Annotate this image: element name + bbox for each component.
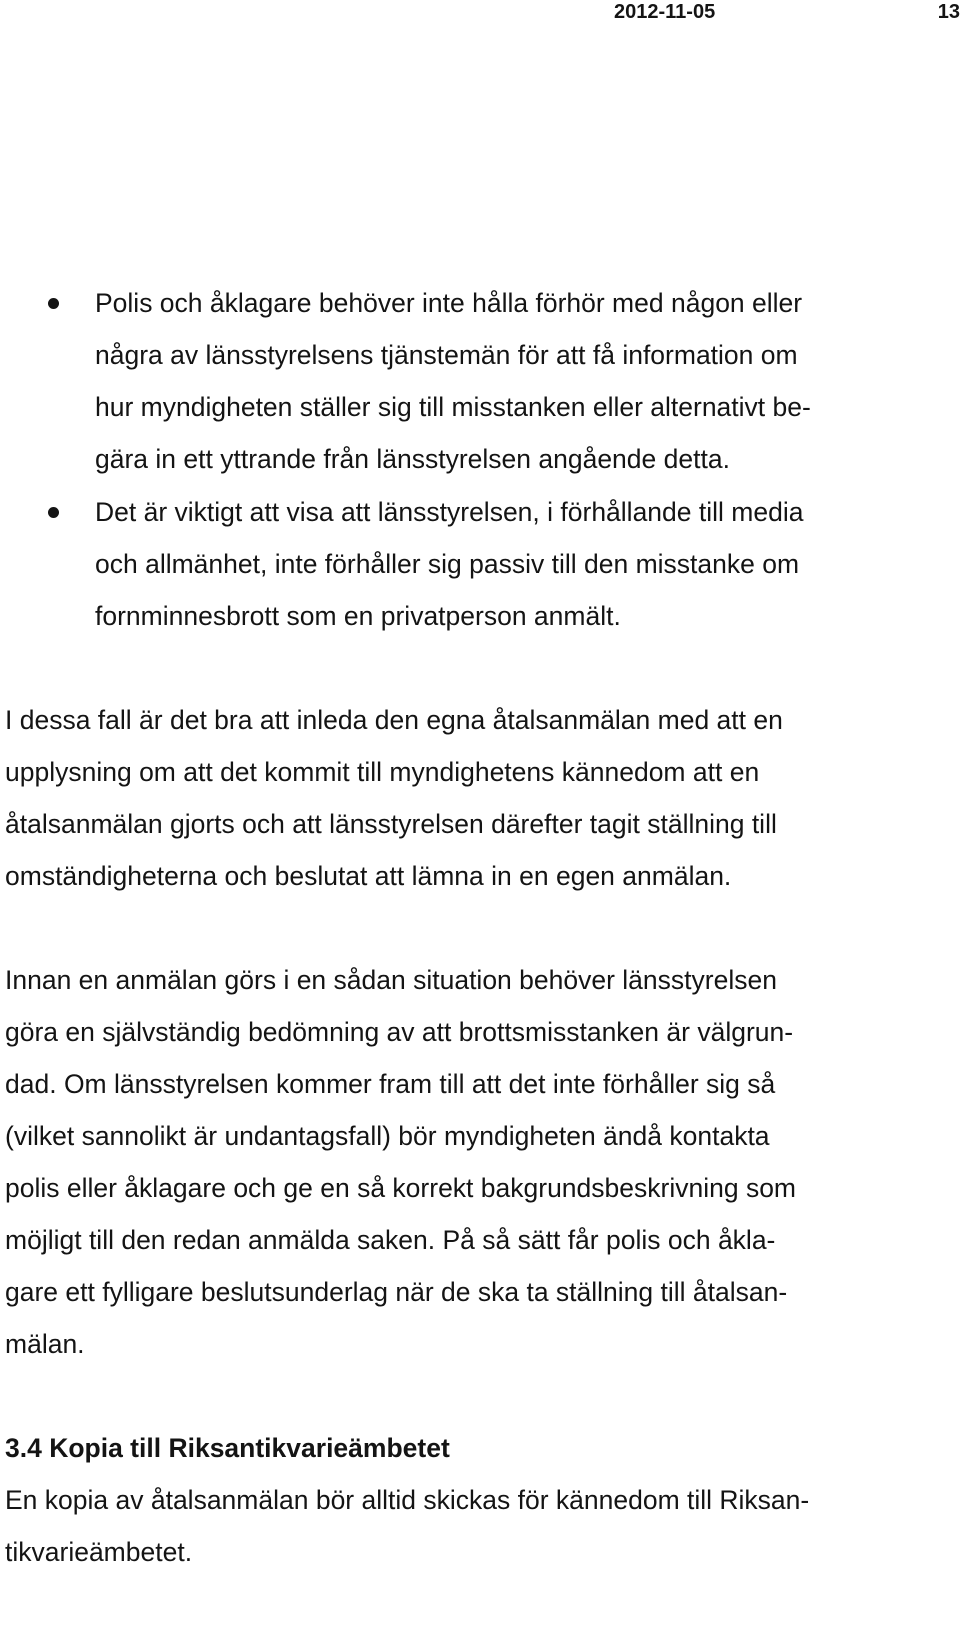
bullet-text-line: Polis och åklagare behöver inte hålla förhör med någon eller (95, 288, 803, 318)
bullet-text-line: fornminnesbrott som en privatperson anmält. (95, 601, 621, 631)
paragraph-line: gare ett fylligare beslutsunderlag när de ska ta ställning till åtalsan- (5, 1277, 788, 1307)
paragraph-line: dad. Om länsstyrelsen kommer fram till att det inte förhåller sig så (5, 1069, 776, 1099)
paragraph-line: polis eller åklagare och ge en så korrekt bakgrundsbeskrivning som (5, 1173, 797, 1203)
section-text-line: tikvarieämbetet. (5, 1537, 193, 1567)
paragraph-line: åtalsanmälan gjorts och att länsstyrelsen därefter tagit ställning till (5, 809, 777, 839)
paragraph-line: (vilket sannolikt är undantagsfall) bör myndigheten ändå kontakta (5, 1121, 770, 1151)
paragraph-line: möjligt till den redan anmälda saken. På så sätt får polis och åkla- (5, 1225, 776, 1255)
bullet-text-line: och allmänhet, inte förhåller sig passiv till den misstanke om (95, 549, 800, 579)
bullet-text-line: några av länsstyrelsens tjänstemän för att få information om (95, 340, 798, 370)
paragraph-line: omständigheterna och beslutat att lämna in en egen anmälan. (5, 861, 732, 891)
paragraph-line: mälan. (5, 1329, 85, 1359)
paragraph-line: Innan en anmälan görs i en sådan situation behöver länsstyrelsen (5, 965, 777, 995)
page-header (0, 0, 960, 26)
header-date: 2012-11-05 (614, 1, 716, 23)
paragraph-line: göra en självständig bedömning av att brottsmisstanken är välgrun- (5, 1017, 794, 1047)
bullet-icon (48, 298, 59, 309)
bullet-text-line: Det är viktigt att visa att länsstyrelsen, i förhållande till media (95, 497, 804, 527)
bullet-text-line: hur myndigheten ställer sig till misstanken eller alternativt be- (95, 392, 811, 422)
bullet-icon (48, 507, 59, 518)
paragraph-line: I dessa fall är det bra att inleda den egna åtalsanmälan med att en (5, 705, 783, 735)
paragraph-line: upplysning om att det kommit till myndighetens kännedom att en (5, 757, 760, 787)
section-heading: 3.4 Kopia till Riksantikvarieämbetet (5, 1433, 450, 1463)
bullet-text-line: gära in ett yttrande från länsstyrelsen angående detta. (95, 444, 730, 474)
section-text-line: En kopia av åtalsanmälan bör alltid skickas för kännedom till Riksan- (5, 1485, 810, 1515)
page-number: 13 (937, 1, 960, 23)
